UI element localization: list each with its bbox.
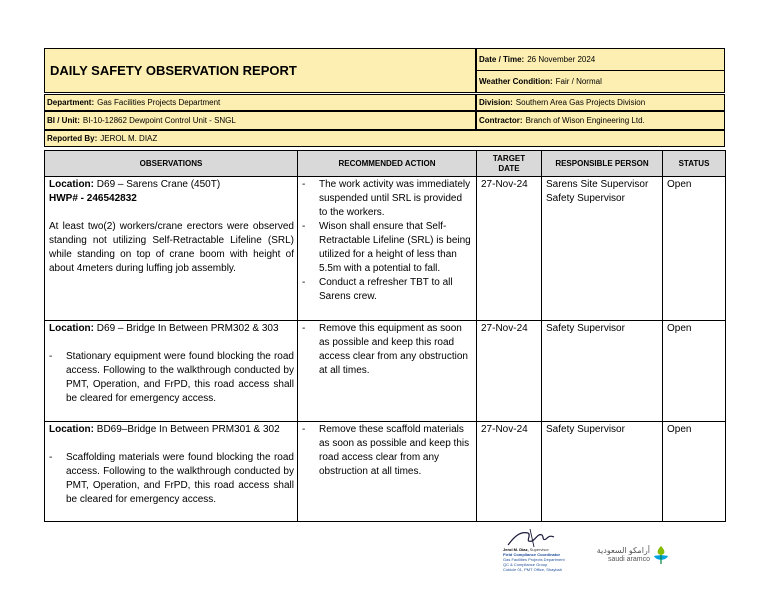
department-label: Department:	[47, 98, 95, 107]
column-header-status: STATUS	[663, 151, 726, 177]
target-date-cell: 27-Nov-24	[477, 422, 542, 522]
status-cell: Open	[663, 422, 726, 522]
action-cell	[298, 321, 477, 422]
weather-value: Fair / Normal	[555, 77, 602, 86]
contractor-field	[476, 111, 725, 130]
table-header-row	[45, 151, 726, 177]
column-header-responsible-person: RESPONSIBLE PERSON	[542, 151, 663, 177]
logo-arabic-text: أرامكو السعودية	[596, 546, 650, 555]
location-line	[49, 423, 294, 437]
status-cell: Open	[663, 321, 726, 422]
signatory-office: Cubicle 01, PMT Office, Shaybah	[503, 567, 562, 572]
hwp-number: HWP# - 246542832	[49, 193, 137, 204]
location-value: BD69–Bridge In Between PRM301 & 302	[96, 424, 280, 435]
date-time-label: Date / Time:	[479, 55, 525, 64]
signatory-department: Gas Facilities Projects Department	[503, 557, 565, 562]
reported-by-label: Reported By:	[47, 134, 98, 143]
status-cell: Open	[663, 177, 726, 321]
table-row	[45, 321, 726, 422]
observation-text: At least two(2) workers/crane erectors were observed standing not utilizing Self-Retractable Lifeline (SRL) while standing on top of crane boom with height of about 4meters during luffing job assembly.	[49, 221, 294, 274]
location-line	[49, 178, 294, 192]
column-header-observations: OBSERVATIONS	[45, 151, 298, 177]
contractor-label: Contractor:	[479, 116, 523, 125]
responsible-cell	[542, 177, 663, 321]
action-cell	[298, 177, 477, 321]
contractor-value: Branch of Wison Engineering Ltd.	[525, 116, 645, 125]
column-header-recommended-action: RECOMMENDED ACTION	[298, 151, 477, 177]
location-value: D69 – Bridge In Between PRM302 & 303	[96, 323, 279, 334]
location-value: D69 – Sarens Crane (450T)	[96, 179, 221, 190]
observation-cell	[45, 422, 298, 522]
signatory-name: Jerol M. Diaz,	[503, 547, 529, 552]
signatory-title: Field Compliance Coordinator	[503, 552, 561, 557]
action-list	[302, 423, 473, 479]
signature-details	[503, 547, 583, 572]
report-title: DAILY SAFETY OBSERVATION REPORT	[44, 48, 476, 93]
action-item: - The work activity was immediately suspended until SRL is provided to the workers.	[302, 178, 473, 220]
observation-text: - Stationary equipment were found blocking the road access. Following to the walkthrough conducted by PMT, Operation, and FrPD, this road access shall be cleared for emergency access.	[49, 350, 294, 406]
division-value: Southern Area Gas Projects Division	[515, 98, 646, 107]
target-date-cell: 27-Nov-24	[477, 321, 542, 422]
responsible-person: Sarens Site Supervisor	[546, 179, 649, 190]
department-value: Gas Facilities Projects Department	[97, 98, 221, 107]
observations-table	[44, 150, 726, 522]
observation-text: - Scaffolding materials were found blocking the road access. Following to the walkthrough conducted by PMT, Operation, and FrPD, this road access shall be cleared for emergency access.	[49, 451, 294, 507]
location-line	[49, 322, 294, 336]
observation-cell	[45, 177, 298, 321]
handwritten-signature	[502, 527, 562, 549]
table-row	[45, 422, 726, 522]
action-item: - Wison shall ensure that Self-Retractable Lifeline (SRL) is being utilized for a height of less than 5.5m with a potential to fall.	[302, 220, 473, 276]
action-item: - Remove this equipment as soon as possible and keep this road access clear from any obstruction at all times.	[302, 322, 473, 378]
responsible-cell	[542, 321, 663, 422]
location-label: Location:	[49, 424, 94, 435]
date-time-value: 26 November 2024	[527, 55, 596, 64]
aramco-logo	[596, 543, 671, 568]
action-list	[302, 322, 473, 378]
observation-list	[49, 350, 294, 406]
table-row	[45, 177, 726, 321]
division-field	[476, 94, 725, 111]
logo-latin-text: saudi aramco	[607, 556, 650, 563]
signatory-suffix: Supervisor	[529, 547, 549, 552]
aramco-mark-icon	[652, 545, 670, 565]
responsible-person: Safety Supervisor	[546, 323, 625, 334]
department-field	[44, 94, 476, 111]
weather-field	[476, 70, 725, 93]
weather-label: Weather Condition:	[479, 77, 553, 86]
action-cell	[298, 422, 477, 522]
division-label: Division:	[479, 98, 513, 107]
responsible-person: Safety Supervisor	[546, 424, 625, 435]
action-list	[302, 178, 473, 304]
observation-list	[49, 451, 294, 507]
reported-by-value: JEROL M. DIAZ	[100, 134, 158, 143]
action-item: - Remove these scaffold materials as soon as possible and keep this road access clear from any obstruction at all times.	[302, 423, 473, 479]
signature-block	[500, 527, 580, 582]
bi-unit-label: BI / Unit:	[47, 116, 80, 125]
column-header-target-date: TARGET DATE	[477, 151, 542, 177]
responsible-cell	[542, 422, 663, 522]
location-label: Location:	[49, 179, 94, 190]
target-date-cell: 27-Nov-24	[477, 177, 542, 321]
date-time-field	[476, 48, 725, 71]
location-label: Location:	[49, 323, 94, 334]
responsible-person: Safety Supervisor	[546, 193, 625, 204]
observation-cell	[45, 321, 298, 422]
bi-unit-value: BI-10-12862 Dewpoint Control Unit - SNGL	[82, 116, 236, 125]
reported-by-field	[44, 130, 725, 147]
signatory-group: QC & Compliance Group	[503, 562, 548, 567]
action-item: - Conduct a refresher TBT to all Sarens crew.	[302, 276, 473, 304]
bi-unit-field	[44, 111, 476, 130]
